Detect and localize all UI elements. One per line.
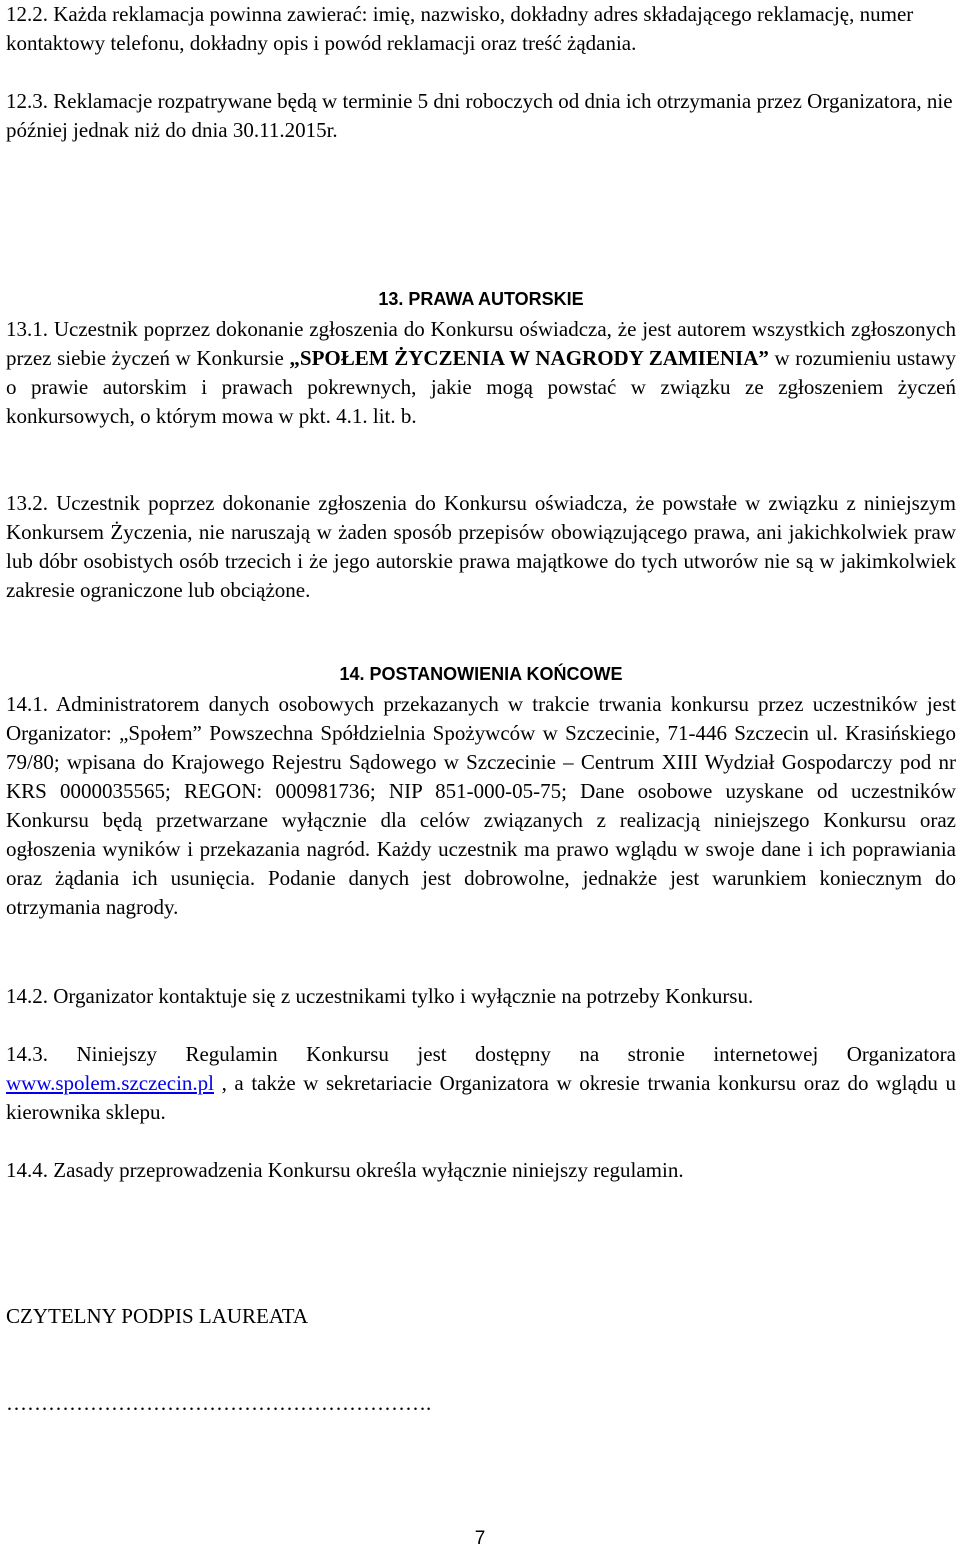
paragraph-14-3	[6, 1040, 956, 1127]
page-number: 7	[474, 1528, 486, 1549]
organizer-website-link[interactable]: www.spolem.szczecin.pl	[6, 1071, 214, 1095]
paragraph-14-3-text-start: 14.3. Niniejszy Regulamin Konkursu jest dostępny na stronie internetowej Organizatora	[6, 1042, 956, 1066]
signature-label: CZYTELNY PODPIS LAUREATA	[6, 1304, 309, 1328]
section-13-heading: 13. PRAWA AUTORSKIE	[378, 289, 584, 309]
paragraph-12-2: 12.2. Każda reklamacja powinna zawierać: imię, nazwisko, dokładny adres składającego reklamację, numer kontaktowy telefonu, dokładny opis i powód reklamacji oraz treść żądania.	[6, 2, 914, 55]
paragraph-14-2: 14.2. Organizator kontaktuje się z uczestnikami tylko i wyłącznie na potrzeby Konkursu.	[6, 984, 754, 1008]
paragraph-13-2: 13.2. Uczestnik poprzez dokonanie zgłoszenia do Konkursu oświadcza, że powstałe w związku z niniejszym Konkursem Życzenia, nie naruszają w żaden sposób przepisów obowiązującego prawa, ani jakichkolwiek praw lub dóbr osobistych osób trzecich i że jego autorskie prawa majątkowe do tych utworów nie są w jakimkolwiek zakresie ograniczone lub obciążone.	[6, 491, 956, 602]
paragraph-14-1: 14.1. Administratorem danych osobowych przekazanych w trakcie trwania konkursu przez uczestników jest Organizator: „Społem” Powszechna Spółdzielnia Spożywców w Szczecinie, 71-446 Szczecin ul. Krasińskiego 79/80; wpisana do Krajowego Rejestru Sądowego w Szczecinie – Centrum XIII Wydział Gospodarczy pod nr KRS 0000035565; REGON: 000981736; NIP 851-000-05-75; Dane osobowe uzyskane od uczestników Konkursu będą przetwarzane wyłącznie dla celów związanych z realizacją niniejszego Konkursu oraz ogłoszenia wyników i przekazania nagród. Każdy uczestnik ma prawo wglądu w swoje dane i ich poprawiania oraz żądania ich usunięcia. Podanie danych jest dobrowolne, jednakże jest warunkiem koniecznym do otrzymania nagrody.	[6, 692, 956, 919]
paragraph-14-4: 14.4. Zasady przeprowadzenia Konkursu określa wyłącznie niniejszy regulamin.	[6, 1158, 684, 1182]
signature-line: …………………………………………………….	[6, 1391, 432, 1415]
contest-name: „SPOŁEM ŻYCZENIA W NAGRODY ZAMIENIA”	[289, 346, 769, 370]
paragraph-13-1-text-end: w rozumieniu ustawy o prawie autorskim i prawach pokrewnych, jakie mogą powstać w związku ze zgłoszeniem życzeń konkursowych, o którym mowa w pkt. 4.1. lit. b.	[6, 346, 956, 428]
paragraph-14-3-text-end: , a także w sekretariacie Organizatora w okresie trwania konkursu oraz do wglądu u kierownika sklepu.	[6, 1071, 956, 1124]
paragraph-12-3: 12.3. Reklamacje rozpatrywane będą w terminie 5 dni roboczych od dnia ich otrzymania przez Organizatora, nie później jednak niż do dnia 30.11.2015r.	[6, 89, 953, 142]
section-14-heading: 14. POSTANOWIENIA KOŃCOWE	[339, 664, 623, 684]
paragraph-13-1	[6, 315, 956, 431]
paragraph-13-1-text-start: 13.1. Uczestnik poprzez dokonanie zgłoszenia do Konkursu oświadcza, że jest autorem wszystkich zgłoszonych przez siebie życzeń w Konkursie	[6, 317, 956, 370]
